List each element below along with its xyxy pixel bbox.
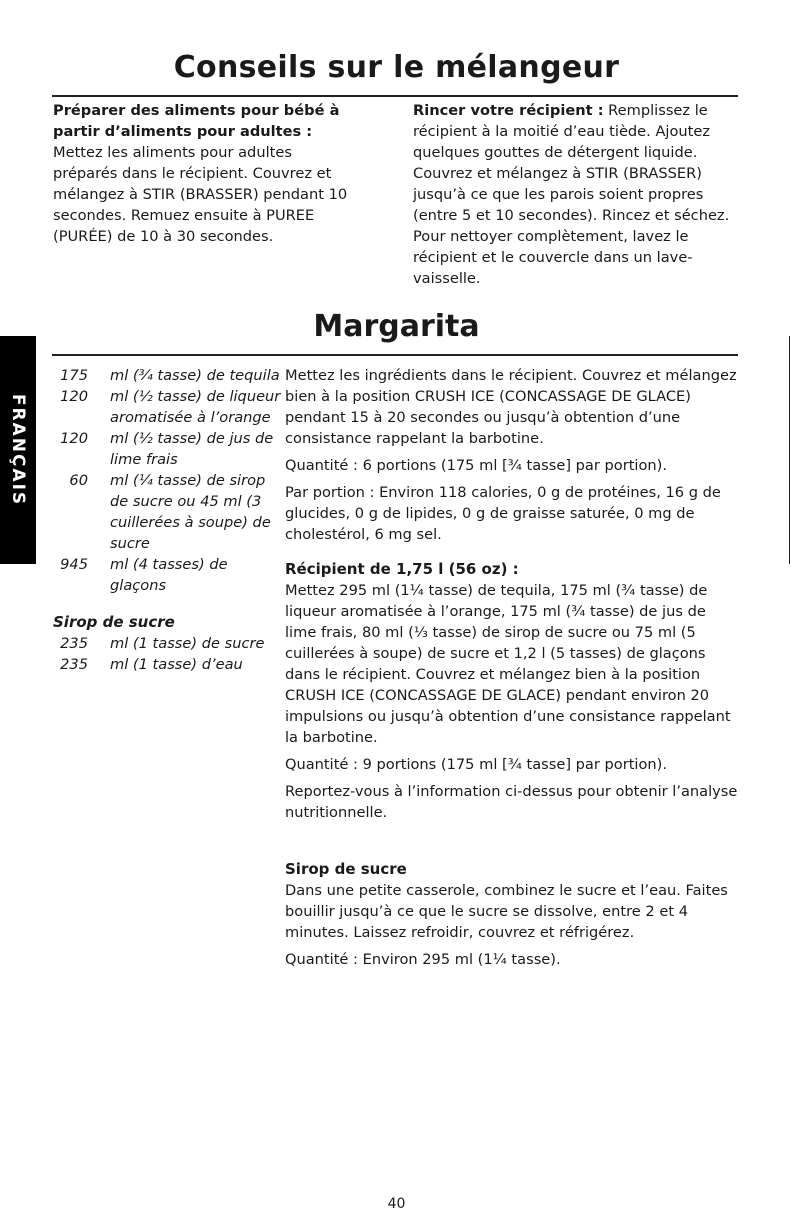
- page-number: 40: [387, 1196, 406, 1212]
- ingredient-item: 60 ml (¼ tasse) de sirop de sucre ou 45 ml (3 cuillerées à soupe) de sucre: [69, 472, 271, 552]
- page-title: Conseils sur le mélangeur: [173, 50, 620, 85]
- syrup-heading: Sirop de sucre: [285, 860, 407, 878]
- tip-baby-food: [53, 100, 358, 247]
- recipe-divider: [52, 354, 738, 356]
- syrup-yield: Quantité : Environ 295 ml (1¼ tasse).: [285, 951, 561, 968]
- margin-line: [789, 336, 790, 564]
- yield-text: Quantité : 9 portions (175 ml [¾ tasse] par portion).: [285, 756, 667, 773]
- syrup-ingredients-heading: Sirop de sucre: [53, 613, 175, 631]
- ingredient-item: 120 ml (½ tasse) de jus de lime frais: [60, 430, 274, 468]
- large-jar-heading: Récipient de 1,75 l (56 oz) :: [285, 560, 519, 578]
- ingredient-item: 945 ml (4 tasses) de glaçons: [60, 556, 228, 594]
- instruction-paragraph: Mettez 295 ml (1¼ tasse) de tequila, 175 ml (¾ tasse) de liqueur aromatisée à l’orange, 175 ml (¾ tasse) de jus de lime frais, 80 ml (⅓ tasse) de sirop de sucre ou 75 ml (5 cuillerées à soupe) de sucre et 1,2 l (5 tasses) de glaçons dans le récipient. Couvrez et mélangez bien à la position CRUSH ICE (CONCASSAGE DE GLACE) pendant environ 20 impulsions ou jusqu’à obtention d’une consistance rappelant la barbotine.: [285, 582, 731, 746]
- tip-rinse-heading: Rincer votre récipient :: [413, 102, 604, 119]
- syrup-instructions: Dans une petite casserole, combinez le sucre et l’eau. Faites bouillir jusqu’à ce que le sucre se dissolve, entre 2 et 4 minutes. Laissez refroidir, couvrez et réfrigérez.: [285, 882, 728, 941]
- language-tab-label: FRANÇAIS: [8, 393, 28, 507]
- yield-text: Quantité : 6 portions (175 ml [¾ tasse] par portion).: [285, 457, 667, 474]
- recipe-title: Margarita: [313, 309, 480, 344]
- ingredient-item: 235 ml (1 tasse) d’eau: [60, 656, 243, 673]
- ingredient-item: 175 ml (¾ tasse) de tequila: [60, 367, 280, 384]
- nutrition-reference: Reportez-vous à l’information ci-dessus pour obtenir l’analyse nutritionnelle.: [285, 783, 738, 821]
- language-tab: [0, 336, 36, 564]
- tip-rinse-text: Remplissez le récipient à la moitié d’eau tiède. Ajoutez quelques gouttes de détergent liquide. Couvrez et mélangez à STIR (BRASSER) jusqu’à ce que les parois soient propres (entre 5 et 10 secondes). Rincez et séchez. Pour nettoyer complètement, lavez le récipient et le couvercle dans un lave-vaisselle.: [413, 102, 730, 287]
- nutrition-text: Par portion : Environ 118 calories, 0 g de protéines, 16 g de glucides, 0 g de lipides, 0 g de graisse saturée, 0 mg de cholestérol, 6 mg sel.: [285, 484, 721, 543]
- title-divider: [52, 95, 738, 97]
- tip-rinse: [413, 100, 738, 289]
- tip-baby-food-text: Mettez les aliments pour adultes préparés dans le récipient. Couvrez et mélangez à STIR (BRASSER) pendant 10 secondes. Remuez ensuite à PUREE (PURÉE) de 10 à 30 secondes.: [53, 144, 348, 245]
- tip-baby-food-heading: Préparer des aliments pour bébé à partir d’aliments pour adultes :: [53, 102, 340, 140]
- instructions: [285, 365, 740, 976]
- ingredient-item: 120 ml (½ tasse) de liqueur aromatisée à l’orange: [60, 388, 281, 426]
- ingredients-list: [53, 365, 283, 675]
- instruction-paragraph: Mettez les ingrédients dans le récipient. Couvrez et mélangez bien à la position CRUSH ICE (CONCASSAGE DE GLACE) pendant 15 à 20 secondes ou jusqu’à obtention d’une consistance rappelant la barbotine.: [285, 367, 737, 447]
- ingredient-item: 235 ml (1 tasse) de sucre: [60, 635, 265, 652]
